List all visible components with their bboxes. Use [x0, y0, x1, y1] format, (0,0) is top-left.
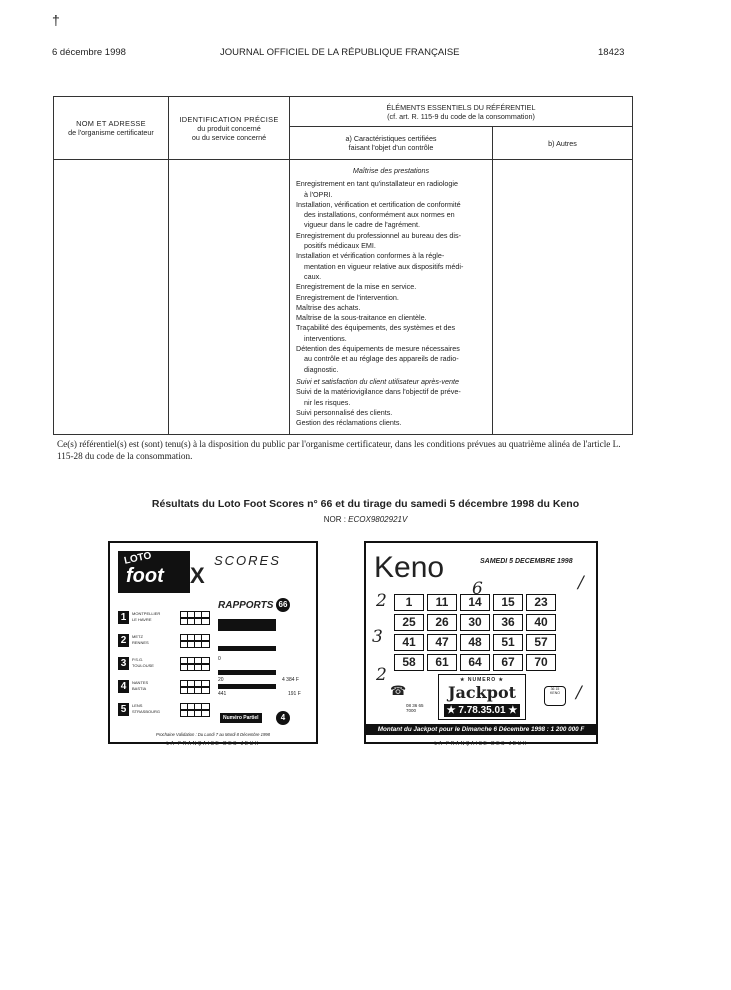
numero-label: ★ NUMERO ★ — [460, 677, 504, 683]
keno-number-cell: 36 — [493, 614, 523, 631]
referential-item-line: Traçabilité des équipements, des systèmes et des — [296, 323, 456, 333]
cell-identification — [169, 160, 290, 435]
loto-foot-results-panel — [108, 541, 318, 744]
match-teams — [132, 634, 149, 646]
rank-winners: 0 — [218, 656, 221, 662]
match-number: 2 — [118, 634, 129, 647]
keno-number-cell: 58 — [394, 654, 424, 671]
keno-number-cell: 51 — [493, 634, 523, 651]
cell-organisme — [54, 160, 169, 435]
referential-item-line: Suivi personnalisé des clients. — [296, 407, 393, 417]
match-number: 5 — [118, 703, 129, 716]
fdj-footer-keno: LA FRANÇAISE DES JEUX — [434, 741, 528, 747]
referential-item-line: Détention des équipements de mesure nécessaires — [296, 344, 460, 354]
home-team: NANTES — [132, 680, 149, 685]
keno-number-cell: 47 — [427, 634, 457, 651]
header-journal-title: JOURNAL OFFICIEL DE LA RÉPUBLIQUE FRANÇAISE — [220, 47, 460, 58]
keno-number-cell: 25 — [394, 614, 424, 631]
section-heading: Suivi et satisfaction du client utilisateur après-vente — [296, 376, 459, 386]
numero-partiel-label: Numéro Partiel — [220, 713, 262, 723]
referential-item-line: Enregistrement de l'intervention. — [296, 292, 399, 302]
keno-draw-date: SAMEDI 5 DECEMBRE 1998 — [480, 558, 573, 565]
loto-foot-logo — [118, 551, 190, 593]
jackpot-box — [438, 674, 526, 720]
scribble: / — [578, 573, 584, 593]
home-team: MONTPELLIER — [132, 611, 161, 616]
keno-number-cell: 67 — [493, 654, 523, 671]
referential-item-line: Maîtrise des achats. — [296, 302, 361, 312]
scores-handwritten: SCORES — [214, 553, 281, 568]
fdj-footer-lotofoot: LA FRANÇAISE DES JEUX — [166, 741, 260, 747]
rapports-number-badge: 66 — [276, 598, 290, 612]
keno-number-cell: 26 — [427, 614, 457, 631]
referential-item-line: Suivi de la matériovigilance dans l'objectif de préve- — [296, 387, 461, 397]
match-teams — [132, 703, 160, 715]
col-header-organisme: NOM ET ADRESSE de l'organisme certificateur — [54, 97, 169, 160]
score-grid — [180, 657, 210, 664]
score-grid — [180, 641, 210, 648]
keno-number-cell: 40 — [526, 614, 556, 631]
rank-bar — [218, 670, 276, 675]
rank-winners: 20 — [218, 677, 224, 683]
home-team: LENS — [132, 703, 143, 708]
next-validation: Prochaine Validation : Du Lundi 7 au Mardi 8 Décembre 1998 — [156, 732, 270, 737]
scribble: 2 — [376, 665, 387, 685]
col-header-identification: IDENTIFICATION PRÉCISE du produit concerné ou du service concerné — [169, 97, 290, 160]
keno-number-cell: 30 — [460, 614, 490, 631]
away-team: STRASBOURG — [132, 709, 161, 714]
score-grid — [180, 634, 210, 641]
keno-number-cell: 14 — [460, 594, 490, 611]
keno-number-cell: 11 — [427, 594, 457, 611]
referential-item-line: interventions. — [304, 333, 347, 343]
referential-item-line: Installation, vérification et certification de conformité — [296, 199, 461, 209]
referential-item-line: nir les risques. — [304, 397, 351, 407]
referential-item-line: Maîtrise de la sous-traitance en clientèle. — [296, 313, 427, 323]
keno-number-cell: 1 — [394, 594, 424, 611]
referential-item-line: positifs médicaux EMI. — [304, 241, 376, 251]
referential-item-line: Gestion des réclamations clients. — [296, 418, 402, 428]
referential-item-line: des installations, conformément aux normes en — [304, 210, 455, 220]
referential-item-line: caux. — [304, 271, 322, 281]
section-heading: Maîtrise des prestations — [352, 166, 430, 175]
away-team: BASTIA — [132, 686, 147, 691]
logo-foot-text: foot — [126, 565, 164, 587]
away-team: RENNES — [132, 640, 149, 645]
away-team: LE HAVRE — [132, 617, 152, 622]
header-page-number: 18423 — [598, 47, 625, 58]
score-grid — [180, 710, 210, 717]
match-number: 3 — [118, 657, 129, 670]
phone-number: 08 36 65 7000 — [406, 703, 424, 713]
home-team: P.S.G. — [132, 657, 144, 662]
rank-payout: 191 F — [288, 691, 301, 697]
header-date: 6 décembre 1998 — [52, 47, 126, 58]
score-grid — [180, 703, 210, 710]
keno-title: Keno — [374, 551, 445, 584]
match-teams — [132, 657, 154, 669]
match-teams — [132, 611, 160, 623]
margin-mark: † — [52, 12, 60, 28]
match-number: 4 — [118, 680, 129, 693]
keno-number-cell: 61 — [427, 654, 457, 671]
keno-number-cell: 57 — [526, 634, 556, 651]
nor-label: NOR : — [323, 515, 346, 524]
logo-x: X — [190, 563, 205, 588]
referential-item-line: mentation en vigueur relative aux dispositifs médi- — [304, 261, 464, 271]
referential-item-line: Enregistrement de la mise en service. — [296, 282, 417, 292]
rank-winners: 441 — [218, 691, 227, 697]
col-header-caracteristiques: a) Caractéristiques certifiées faisant l'objet d'un contrôle — [290, 127, 493, 160]
referential-item-line: Enregistrement en tant qu'installateur en radiologie — [296, 179, 458, 189]
keno-number-cell: 48 — [460, 634, 490, 651]
col-header-elements: ÉLÉMENTS ESSENTIELS DU RÉFÉRENTIEL (cf. art. R. 115-9 du code de la consommation) — [290, 97, 633, 127]
referential-item-line: vigueur dans le cadre de l'agrément. — [304, 220, 421, 230]
jackpot-wordmark: Jackpot — [447, 683, 516, 702]
away-team: TOULOUSE — [132, 663, 154, 668]
referential-item-line: Enregistrement du professionnel au bureau des dis- — [296, 230, 462, 240]
rank-payout: 4 384 F — [282, 677, 299, 683]
keno-number-cell: 41 — [394, 634, 424, 651]
jackpot-number: ★ 7.78.35.01 ★ — [444, 704, 520, 717]
col-header-autres: b) Autres — [493, 127, 633, 160]
cell-autres — [493, 160, 633, 435]
footnote: Ce(s) référentiel(s) est (sont) tenu(s) à la disposition du public par l'organisme certificateur, dans les conditions prévues au quatrième alinéa de l'article L. 115-28 du code de la consommation. — [57, 439, 621, 461]
score-grid — [180, 618, 210, 625]
referential-item-line: à l'OPRI. — [304, 189, 333, 199]
referential-item-line: Installation et vérification conformes à la régle- — [296, 251, 445, 261]
scribble: 6 — [472, 579, 483, 599]
referential-item-line: au contrôle et au réglage des appareils de radio- — [304, 354, 459, 364]
scribble: / — [576, 683, 582, 703]
rank-bar — [218, 684, 276, 689]
nor-code: ECOX9802921V — [348, 515, 408, 524]
match-number: 1 — [118, 611, 129, 624]
home-team: METZ — [132, 634, 143, 639]
keno-number-cell: 70 — [526, 654, 556, 671]
keno-number-cell: 15 — [493, 594, 523, 611]
rapports-label: RAPPORTS — [218, 600, 274, 611]
keno-number-cell: 64 — [460, 654, 490, 671]
nor-line — [0, 515, 731, 524]
phone-icon: ☎ — [390, 683, 407, 698]
results-title: Résultats du Loto Foot Scores n° 66 et du tirage du samedi 5 décembre 1998 du Keno — [151, 498, 580, 510]
keno-results-panel — [364, 541, 598, 744]
scribble: 3 — [372, 627, 383, 647]
table-header-bar — [218, 619, 276, 631]
minitel-icon: 36 15 KENO — [544, 686, 566, 706]
referential-table — [53, 96, 633, 435]
score-grid — [180, 687, 210, 694]
numero-partiel-badge: 4 — [276, 711, 290, 725]
score-grid — [180, 664, 210, 671]
keno-number-cell: 23 — [526, 594, 556, 611]
referential-item-line: diagnostic. — [304, 364, 339, 374]
score-grid — [180, 680, 210, 687]
score-grid — [180, 611, 210, 618]
scribble: 2 — [376, 591, 387, 611]
rank-bar — [218, 646, 276, 651]
match-teams — [132, 680, 148, 692]
logo-loto-text: LOTO — [123, 550, 153, 567]
cell-caracteristiques — [290, 160, 493, 435]
jackpot-amount-banner: Montant du Jackpot pour le Dimanche 6 Décembre 1998 : 1 200 000 F — [366, 724, 596, 735]
